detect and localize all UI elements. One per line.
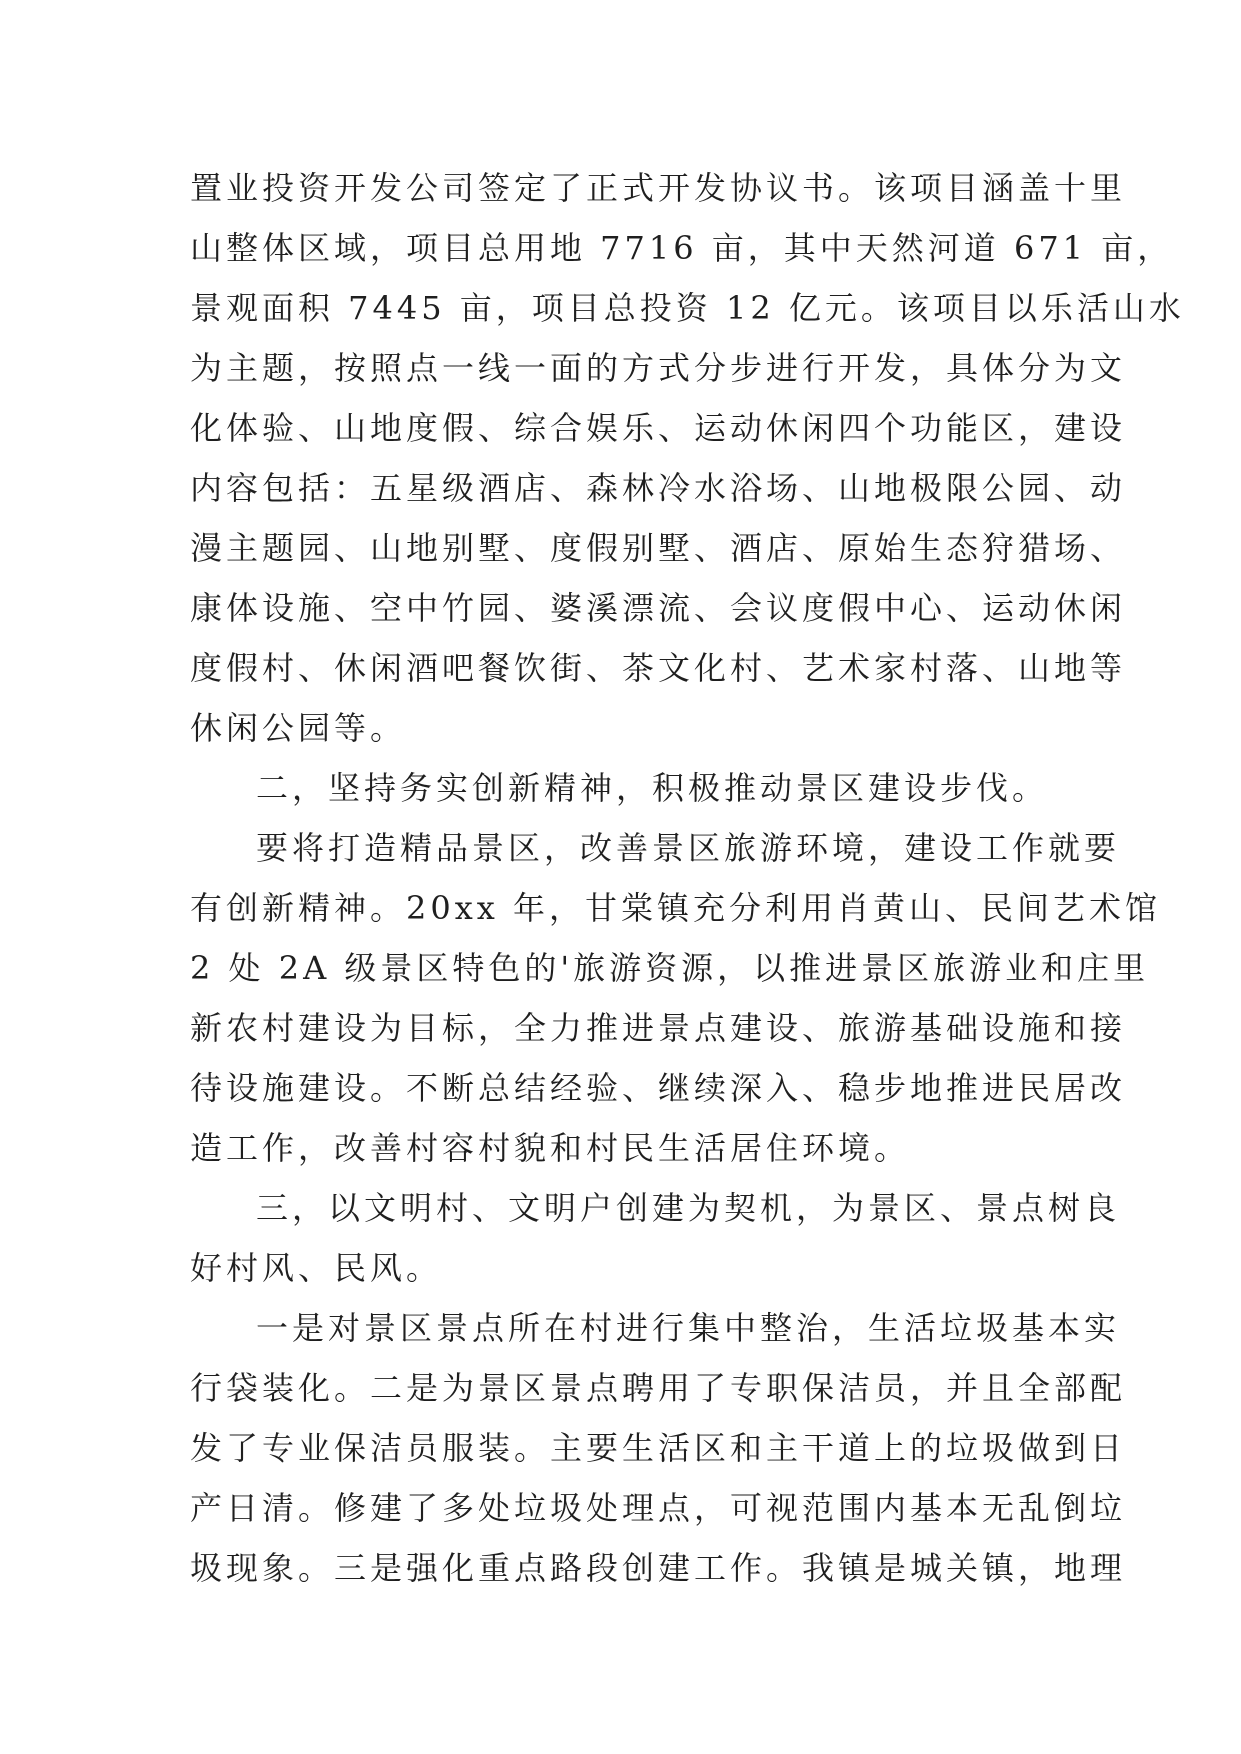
text-line: 三，以文明村、文明户创建为契机，为景区、景点树良 (256, 1189, 1121, 1227)
text-line: 景观面积 7445 亩，项目总投资 12 亿元。该项目以乐活山水 (190, 289, 1185, 327)
text-line: 休闲公园等。 (190, 709, 407, 747)
text-line: 康体设施、空中竹园、婆溪漂流、会议度假中心、运动休闲 (190, 589, 1127, 627)
text-line: 化体验、山地度假、综合娱乐、运动休闲四个功能区，建设 (190, 409, 1127, 447)
text-line: 漫主题园、山地别墅、度假别墅、酒店、原始生态狩猎场、 (190, 529, 1127, 567)
text-line: 置业投资开发公司签定了正式开发协议书。该项目涵盖十里 (190, 169, 1127, 207)
text-line: 产日清。修建了多处垃圾处理点，可视范围内基本无乱倒垃 (190, 1489, 1127, 1527)
text-line: 山整体区域，项目总用地 7716 亩，其中天然河道 671 亩， (190, 229, 1174, 267)
text-line: 好村风、民风。 (190, 1249, 443, 1287)
text-line: 有创新精神。20xx 年，甘棠镇充分利用肖黄山、民间艺术馆 (190, 889, 1161, 927)
text-line: 待设施建设。不断总结经验、继续深入、稳步地推进民居改 (190, 1069, 1127, 1107)
text-line: 圾现象。三是强化重点路段创建工作。我镇是城关镇，地理 (190, 1549, 1127, 1587)
text-line: 造工作，改善村容村貌和村民生活居住环境。 (190, 1129, 911, 1167)
text-line: 内容包括：五星级酒店、森林冷水浴场、山地极限公园、动 (190, 469, 1127, 507)
text-line: 2 处 2A 级景区特色的'旅游资源，以推进景区旅游业和庄里 (190, 949, 1150, 987)
text-line: 行袋装化。二是为景区景点聘用了专职保洁员，并且全部配 (190, 1369, 1127, 1407)
text-line: 发了专业保洁员服装。主要生活区和主干道上的垃圾做到日 (190, 1429, 1127, 1467)
text-line: 度假村、休闲酒吧餐饮街、茶文化村、艺术家村落、山地等 (190, 649, 1127, 687)
text-line: 二，坚持务实创新精神，积极推动景区建设步伐。 (256, 769, 1049, 807)
text-line: 要将打造精品景区，改善景区旅游环境，建设工作就要 (256, 829, 1121, 867)
text-line: 新农村建设为目标，全力推进景点建设、旅游基础设施和接 (190, 1009, 1127, 1047)
text-line: 为主题，按照点一线一面的方式分步进行开发，具体分为文 (190, 349, 1127, 387)
text-line: 一是对景区景点所在村进行集中整治，生活垃圾基本实 (256, 1309, 1121, 1347)
body-text (190, 158, 1185, 1598)
